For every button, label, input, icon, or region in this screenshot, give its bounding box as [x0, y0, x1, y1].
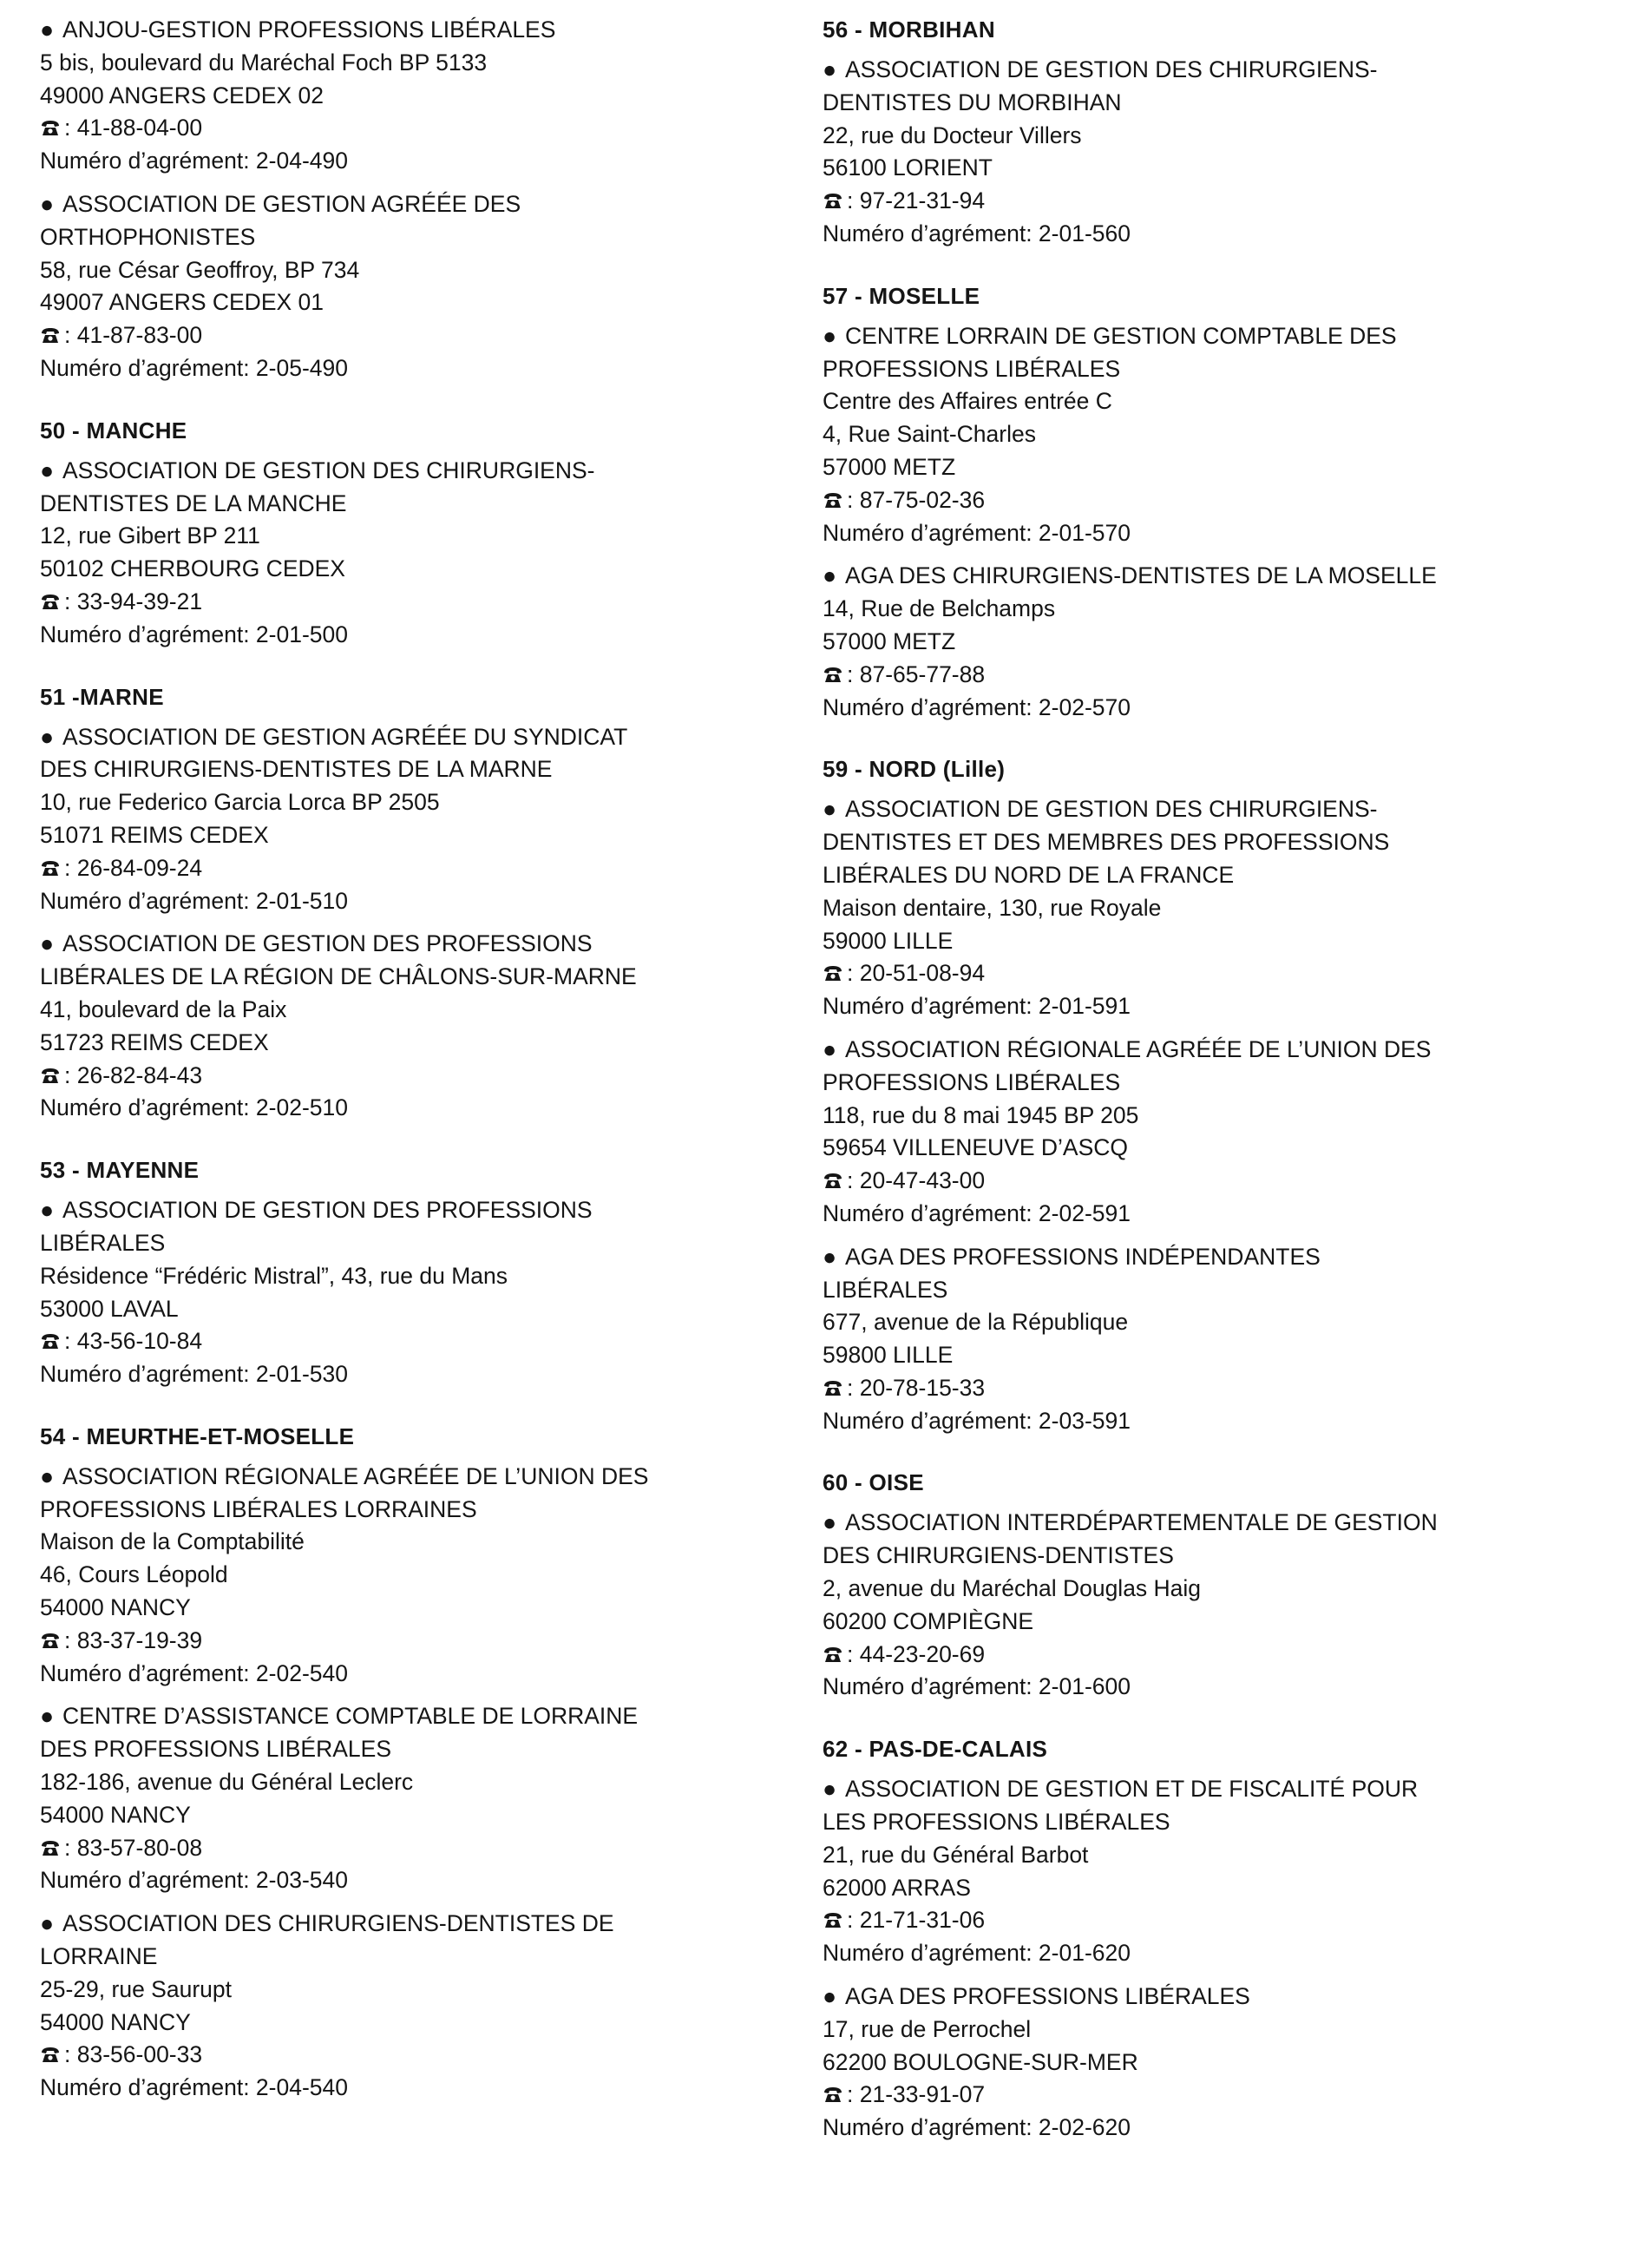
- agrement-number: Numéro d’agrément: 2-01-570: [823, 519, 1131, 546]
- address-line: 57000 METZ: [823, 453, 956, 480]
- association-name-text: AGA DES CHIRURGIENS-DENTISTES DE LA MOSELLE: [845, 562, 1437, 589]
- phone-number: : 26-84-09-24: [64, 854, 203, 881]
- phone-number: : 97-21-31-94: [847, 187, 986, 214]
- association-name-continued: DES CHIRURGIENS-DENTISTES DE LA MARNE: [40, 756, 553, 783]
- telephone-icon: [823, 193, 843, 210]
- address-line: 46, Cours Léopold: [40, 1561, 228, 1588]
- telephone-icon: [823, 1912, 843, 1929]
- association-name: [40, 14, 803, 47]
- bullet-dot-icon: ●: [823, 322, 837, 349]
- phone-line: [823, 1904, 1621, 1937]
- phone-line: [40, 1325, 803, 1358]
- association-name-text: ASSOCIATION RÉGIONALE AGRÉÉE DE L’UNION DES: [62, 1462, 649, 1489]
- address-line: 59654 VILLENEUVE D’ASCQ: [823, 1134, 1129, 1161]
- department-section: [40, 14, 803, 385]
- association-entry: [823, 1507, 1621, 1704]
- association-name-continued: PROFESSIONS LIBÉRALES LORRAINES: [40, 1495, 477, 1522]
- address-line: 51723 REIMS CEDEX: [40, 1028, 269, 1055]
- phone-number: : 44-23-20-69: [847, 1640, 986, 1667]
- agrement-number: Numéro d’agrément: 2-01-600: [823, 1673, 1131, 1700]
- association-name-text: ANJOU-GESTION PROFESSIONS LIBÉRALES: [62, 16, 556, 43]
- bullet-dot-icon: ●: [40, 1197, 55, 1224]
- department-section: [40, 1421, 803, 2105]
- address-line: 56100 LORIENT: [823, 154, 993, 181]
- association-name: [823, 793, 1621, 826]
- association-entry: [823, 1034, 1621, 1231]
- agrement-number: Numéro d’agrément: 2-01-560: [823, 220, 1131, 246]
- bullet-dot-icon: ●: [40, 1462, 55, 1489]
- association-name-continued: DENTISTES DU MORBIHAN: [823, 89, 1122, 115]
- association-name-text: ASSOCIATION DES CHIRURGIENS-DENTISTES DE: [62, 1910, 614, 1937]
- department-section: [823, 280, 1621, 725]
- phone-number: : 41-87-83-00: [64, 322, 203, 349]
- address-line: 49007 ANGERS CEDEX 01: [40, 289, 324, 316]
- association-name: [40, 721, 803, 754]
- association-name: [823, 1773, 1621, 1806]
- association-name: [40, 455, 803, 488]
- agrement-number: Numéro d’agrément: 2-01-620: [823, 1940, 1131, 1967]
- department-section: [40, 415, 803, 652]
- telephone-icon: [40, 2047, 61, 2064]
- association-name: [823, 320, 1621, 353]
- bullet-dot-icon: ●: [40, 190, 55, 217]
- association-name-text: ASSOCIATION DE GESTION DES CHIRURGIENS-: [62, 457, 595, 483]
- phone-line: [40, 852, 803, 885]
- association-name: [40, 928, 803, 961]
- bullet-dot-icon: ●: [40, 1703, 55, 1730]
- department-heading: 56 - MORBIHAN: [823, 16, 995, 43]
- address-line: Maison dentaire, 130, rue Royale: [823, 894, 1162, 921]
- association-name-text: ASSOCIATION DE GESTION AGRÉÉE DU SYNDICAT: [62, 723, 628, 750]
- association-name-text: ASSOCIATION DE GESTION DES CHIRURGIENS-: [845, 796, 1378, 823]
- association-name: [823, 54, 1621, 87]
- phone-number: : 21-33-91-07: [847, 2081, 986, 2108]
- department-heading: 51 -MARNE: [40, 683, 164, 710]
- department-heading: 59 - NORD (Lille): [823, 756, 1006, 783]
- telephone-icon: [40, 860, 61, 877]
- agrement-number: Numéro d’agrément: 2-01-510: [40, 887, 348, 914]
- department-heading: 53 - MAYENNE: [40, 1157, 200, 1184]
- address-line: 182-186, avenue du Général Leclerc: [40, 1769, 414, 1796]
- address-line: 59000 LILLE: [823, 927, 954, 954]
- address-line: 50102 CHERBOURG CEDEX: [40, 555, 345, 582]
- bullet-dot-icon: ●: [40, 16, 55, 43]
- bullet-dot-icon: ●: [823, 1035, 837, 1062]
- telephone-icon: [823, 1646, 843, 1664]
- phone-line: [823, 957, 1621, 990]
- address-line: 10, rue Federico Garcia Lorca BP 2505: [40, 789, 440, 816]
- association-name: [823, 1981, 1621, 2014]
- telephone-icon: [823, 492, 843, 509]
- address-line: 17, rue de Perrochel: [823, 2015, 1032, 2042]
- bullet-dot-icon: ●: [823, 56, 837, 82]
- phone-line: [823, 1165, 1621, 1198]
- phone-line: [823, 659, 1621, 692]
- bullet-dot-icon: ●: [40, 1910, 55, 1937]
- association-name-continued: LES PROFESSIONS LIBÉRALES: [823, 1809, 1170, 1836]
- department-section: [40, 681, 803, 1126]
- association-name-text: ASSOCIATION INTERDÉPARTEMENTALE DE GESTION: [845, 1509, 1438, 1536]
- association-name-continued: LIBÉRALES: [823, 1276, 948, 1303]
- association-name-continued: LIBÉRALES DE LA RÉGION DE CHÂLONS-SUR-MARNE: [40, 963, 637, 990]
- phone-line: [40, 1625, 803, 1658]
- address-line: 118, rue du 8 mai 1945 BP 205: [823, 1101, 1139, 1128]
- agrement-number: Numéro d’agrément: 2-05-490: [40, 354, 348, 381]
- association-name-continued: ORTHOPHONISTES: [40, 223, 256, 250]
- phone-number: : 87-75-02-36: [847, 486, 986, 513]
- bullet-dot-icon: ●: [823, 796, 837, 823]
- department-heading: 50 - MANCHE: [40, 417, 187, 443]
- telephone-icon: [823, 2086, 843, 2104]
- telephone-icon: [823, 1173, 843, 1190]
- department-heading: 62 - PAS-DE-CALAIS: [823, 1736, 1048, 1763]
- address-line: 49000 ANGERS CEDEX 02: [40, 82, 324, 108]
- bullet-dot-icon: ●: [823, 1983, 837, 2010]
- phone-number: : 87-65-77-88: [847, 660, 986, 687]
- address-line: 51071 REIMS CEDEX: [40, 821, 269, 848]
- association-name: [40, 1700, 803, 1733]
- agrement-number: Numéro d’agrément: 2-03-540: [40, 1867, 348, 1894]
- telephone-icon: [40, 594, 61, 611]
- association-name-text: AGA DES PROFESSIONS LIBÉRALES: [845, 1983, 1250, 2010]
- association-entry: [40, 928, 803, 1125]
- association-name: [823, 560, 1621, 593]
- association-entry: [40, 455, 803, 652]
- phone-line: [40, 1060, 803, 1093]
- association-name-continued: DES CHIRURGIENS-DENTISTES: [823, 1542, 1174, 1569]
- association-name-text: CENTRE LORRAIN DE GESTION COMPTABLE DES: [845, 322, 1397, 349]
- department-heading: 57 - MOSELLE: [823, 282, 980, 309]
- address-line: 62000 ARRAS: [823, 1874, 971, 1901]
- address-line: Résidence “Frédéric Mistral”, 43, rue du Mans: [40, 1262, 508, 1289]
- department-section: [823, 1467, 1621, 1704]
- agrement-number: Numéro d’agrément: 2-01-530: [40, 1361, 348, 1388]
- address-line: 53000 LAVAL: [40, 1295, 179, 1322]
- phone-number: : 83-37-19-39: [64, 1626, 203, 1653]
- telephone-icon: [40, 1333, 61, 1350]
- association-name: [823, 1507, 1621, 1540]
- address-line: 12, rue Gibert BP 211: [40, 522, 260, 549]
- association-name-text: ASSOCIATION DE GESTION DES PROFESSIONS: [62, 930, 593, 957]
- bullet-dot-icon: ●: [40, 723, 55, 750]
- agrement-number: Numéro d’agrément: 2-01-500: [40, 621, 348, 647]
- association-entry: [823, 793, 1621, 1023]
- phone-number: : 21-71-31-06: [847, 1907, 986, 1934]
- association-name-continued: DES PROFESSIONS LIBÉRALES: [40, 1736, 391, 1763]
- phone-line: [823, 1639, 1621, 1672]
- phone-line: [823, 185, 1621, 218]
- association-name-continued: LIBÉRALES DU NORD DE LA FRANCE: [823, 861, 1235, 888]
- association-entry: [823, 560, 1621, 724]
- telephone-icon: [40, 120, 61, 137]
- phone-line: [40, 319, 803, 352]
- telephone-icon: [823, 965, 843, 982]
- association-entry: [823, 54, 1621, 251]
- association-name-continued: LORRAINE: [40, 1943, 158, 1970]
- association-name-continued: DENTISTES ET DES MEMBRES DES PROFESSIONS: [823, 829, 1390, 856]
- address-line: 54000 NANCY: [40, 2008, 191, 2035]
- association-name-text: ASSOCIATION DE GESTION DES PROFESSIONS: [62, 1197, 593, 1224]
- department-section: [823, 1733, 1621, 2145]
- association-name: [40, 1461, 803, 1494]
- association-name-text: AGA DES PROFESSIONS INDÉPENDANTES: [845, 1243, 1321, 1270]
- association-entry: [40, 1194, 803, 1391]
- address-line: 54000 NANCY: [40, 1801, 191, 1828]
- association-name-continued: PROFESSIONS LIBÉRALES: [823, 355, 1121, 382]
- agrement-number: Numéro d’agrément: 2-04-540: [40, 2074, 348, 2101]
- address-line: 54000 NANCY: [40, 1594, 191, 1621]
- bullet-dot-icon: ●: [823, 1776, 837, 1803]
- phone-line: [823, 484, 1621, 517]
- bullet-dot-icon: ●: [40, 457, 55, 483]
- department-section: [823, 753, 1621, 1437]
- department-heading: 54 - MEURTHE-ET-MOSELLE: [40, 1422, 355, 1449]
- phone-number: : 20-78-15-33: [847, 1374, 986, 1401]
- bullet-dot-icon: ●: [823, 562, 837, 589]
- telephone-icon: [40, 1840, 61, 1857]
- phone-line: [823, 2079, 1621, 2112]
- phone-number: : 83-56-00-33: [64, 2041, 203, 2068]
- association-name-text: ASSOCIATION DE GESTION ET DE FISCALITÉ POUR: [845, 1776, 1419, 1803]
- phone-line: [40, 2039, 803, 2072]
- association-entry: [823, 1241, 1621, 1438]
- association-name-continued: DENTISTES DE LA MANCHE: [40, 489, 347, 516]
- phone-line: [40, 586, 803, 619]
- association-entry: [823, 1773, 1621, 1970]
- association-entry: [40, 1700, 803, 1897]
- address-line: 62200 BOULOGNE-SUR-MER: [823, 2048, 1138, 2075]
- agrement-number: Numéro d’agrément: 2-02-540: [40, 1659, 348, 1686]
- association-entry: [40, 721, 803, 918]
- phone-number: : 20-47-43-00: [847, 1167, 986, 1194]
- telephone-icon: [823, 1380, 843, 1397]
- address-line: 4, Rue Saint-Charles: [823, 421, 1036, 448]
- telephone-icon: [823, 667, 843, 684]
- association-name-text: ASSOCIATION DE GESTION AGRÉÉE DES: [62, 190, 521, 217]
- telephone-icon: [40, 1633, 61, 1650]
- telephone-icon: [40, 1068, 61, 1085]
- association-name-text: CENTRE D’ASSISTANCE COMPTABLE DE LORRAINE: [62, 1703, 639, 1730]
- agrement-number: Numéro d’agrément: 2-02-510: [40, 1094, 348, 1121]
- address-line: 57000 METZ: [823, 627, 956, 654]
- address-line: 60200 COMPIÈGNE: [823, 1607, 1034, 1634]
- address-line: 5 bis, boulevard du Maréchal Foch BP 5133: [40, 49, 488, 76]
- department-heading: 60 - OISE: [823, 1469, 924, 1496]
- association-entry: [40, 1908, 803, 2105]
- bullet-dot-icon: ●: [40, 930, 55, 957]
- association-name: [40, 188, 803, 221]
- bullet-dot-icon: ●: [823, 1243, 837, 1270]
- address-line: 22, rue du Docteur Villers: [823, 122, 1082, 148]
- phone-number: : 41-88-04-00: [64, 115, 203, 141]
- phone-number: : 26-82-84-43: [64, 1061, 203, 1088]
- address-line: 14, Rue de Belchamps: [823, 595, 1056, 622]
- address-line: 21, rue du Général Barbot: [823, 1841, 1089, 1868]
- left-column: [40, 14, 803, 2134]
- address-line: 59800 LILLE: [823, 1342, 954, 1369]
- phone-number: : 33-94-39-21: [64, 588, 203, 614]
- association-entry: [40, 1461, 803, 1691]
- phone-line: [40, 112, 803, 145]
- association-name: [40, 1908, 803, 1941]
- association-entry: [823, 1981, 1621, 2145]
- address-line: 58, rue César Geoffroy, BP 734: [40, 256, 360, 283]
- department-section: [823, 14, 1621, 251]
- address-line: 41, boulevard de la Paix: [40, 995, 287, 1022]
- agrement-number: Numéro d’agrément: 2-04-490: [40, 148, 348, 174]
- association-name-continued: LIBÉRALES: [40, 1229, 166, 1256]
- association-name: [823, 1034, 1621, 1067]
- phone-line: [823, 1372, 1621, 1405]
- association-name: [823, 1241, 1621, 1274]
- address-line: 2, avenue du Maréchal Douglas Haig: [823, 1575, 1202, 1602]
- agrement-number: Numéro d’agrément: 2-02-620: [823, 2114, 1131, 2141]
- right-column: [823, 14, 1621, 2174]
- phone-number: : 20-51-08-94: [847, 960, 986, 987]
- association-name-continued: PROFESSIONS LIBÉRALES: [823, 1068, 1121, 1095]
- agrement-number: Numéro d’agrément: 2-02-591: [823, 1199, 1131, 1226]
- bullet-dot-icon: ●: [823, 1509, 837, 1536]
- phone-number: : 43-56-10-84: [64, 1328, 203, 1355]
- address-line: 677, avenue de la République: [823, 1309, 1129, 1336]
- association-name-text: ASSOCIATION RÉGIONALE AGRÉÉE DE L’UNION DES: [845, 1035, 1432, 1062]
- phone-number: : 83-57-80-08: [64, 1834, 203, 1861]
- association-entry: [40, 188, 803, 385]
- association-name: [40, 1194, 803, 1227]
- address-line: Maison de la Comptabilité: [40, 1528, 305, 1555]
- association-entry: [40, 14, 803, 178]
- address-line: 25-29, rue Saurupt: [40, 1975, 232, 2002]
- department-section: [40, 1154, 803, 1391]
- association-entry: [823, 320, 1621, 550]
- address-line: Centre des Affaires entrée C: [823, 388, 1112, 415]
- agrement-number: Numéro d’agrément: 2-01-591: [823, 993, 1131, 1020]
- association-name-text: ASSOCIATION DE GESTION DES CHIRURGIENS-: [845, 56, 1378, 82]
- agrement-number: Numéro d’agrément: 2-03-591: [823, 1407, 1131, 1434]
- telephone-icon: [40, 327, 61, 345]
- agrement-number: Numéro d’agrément: 2-02-570: [823, 693, 1131, 720]
- phone-line: [40, 1832, 803, 1865]
